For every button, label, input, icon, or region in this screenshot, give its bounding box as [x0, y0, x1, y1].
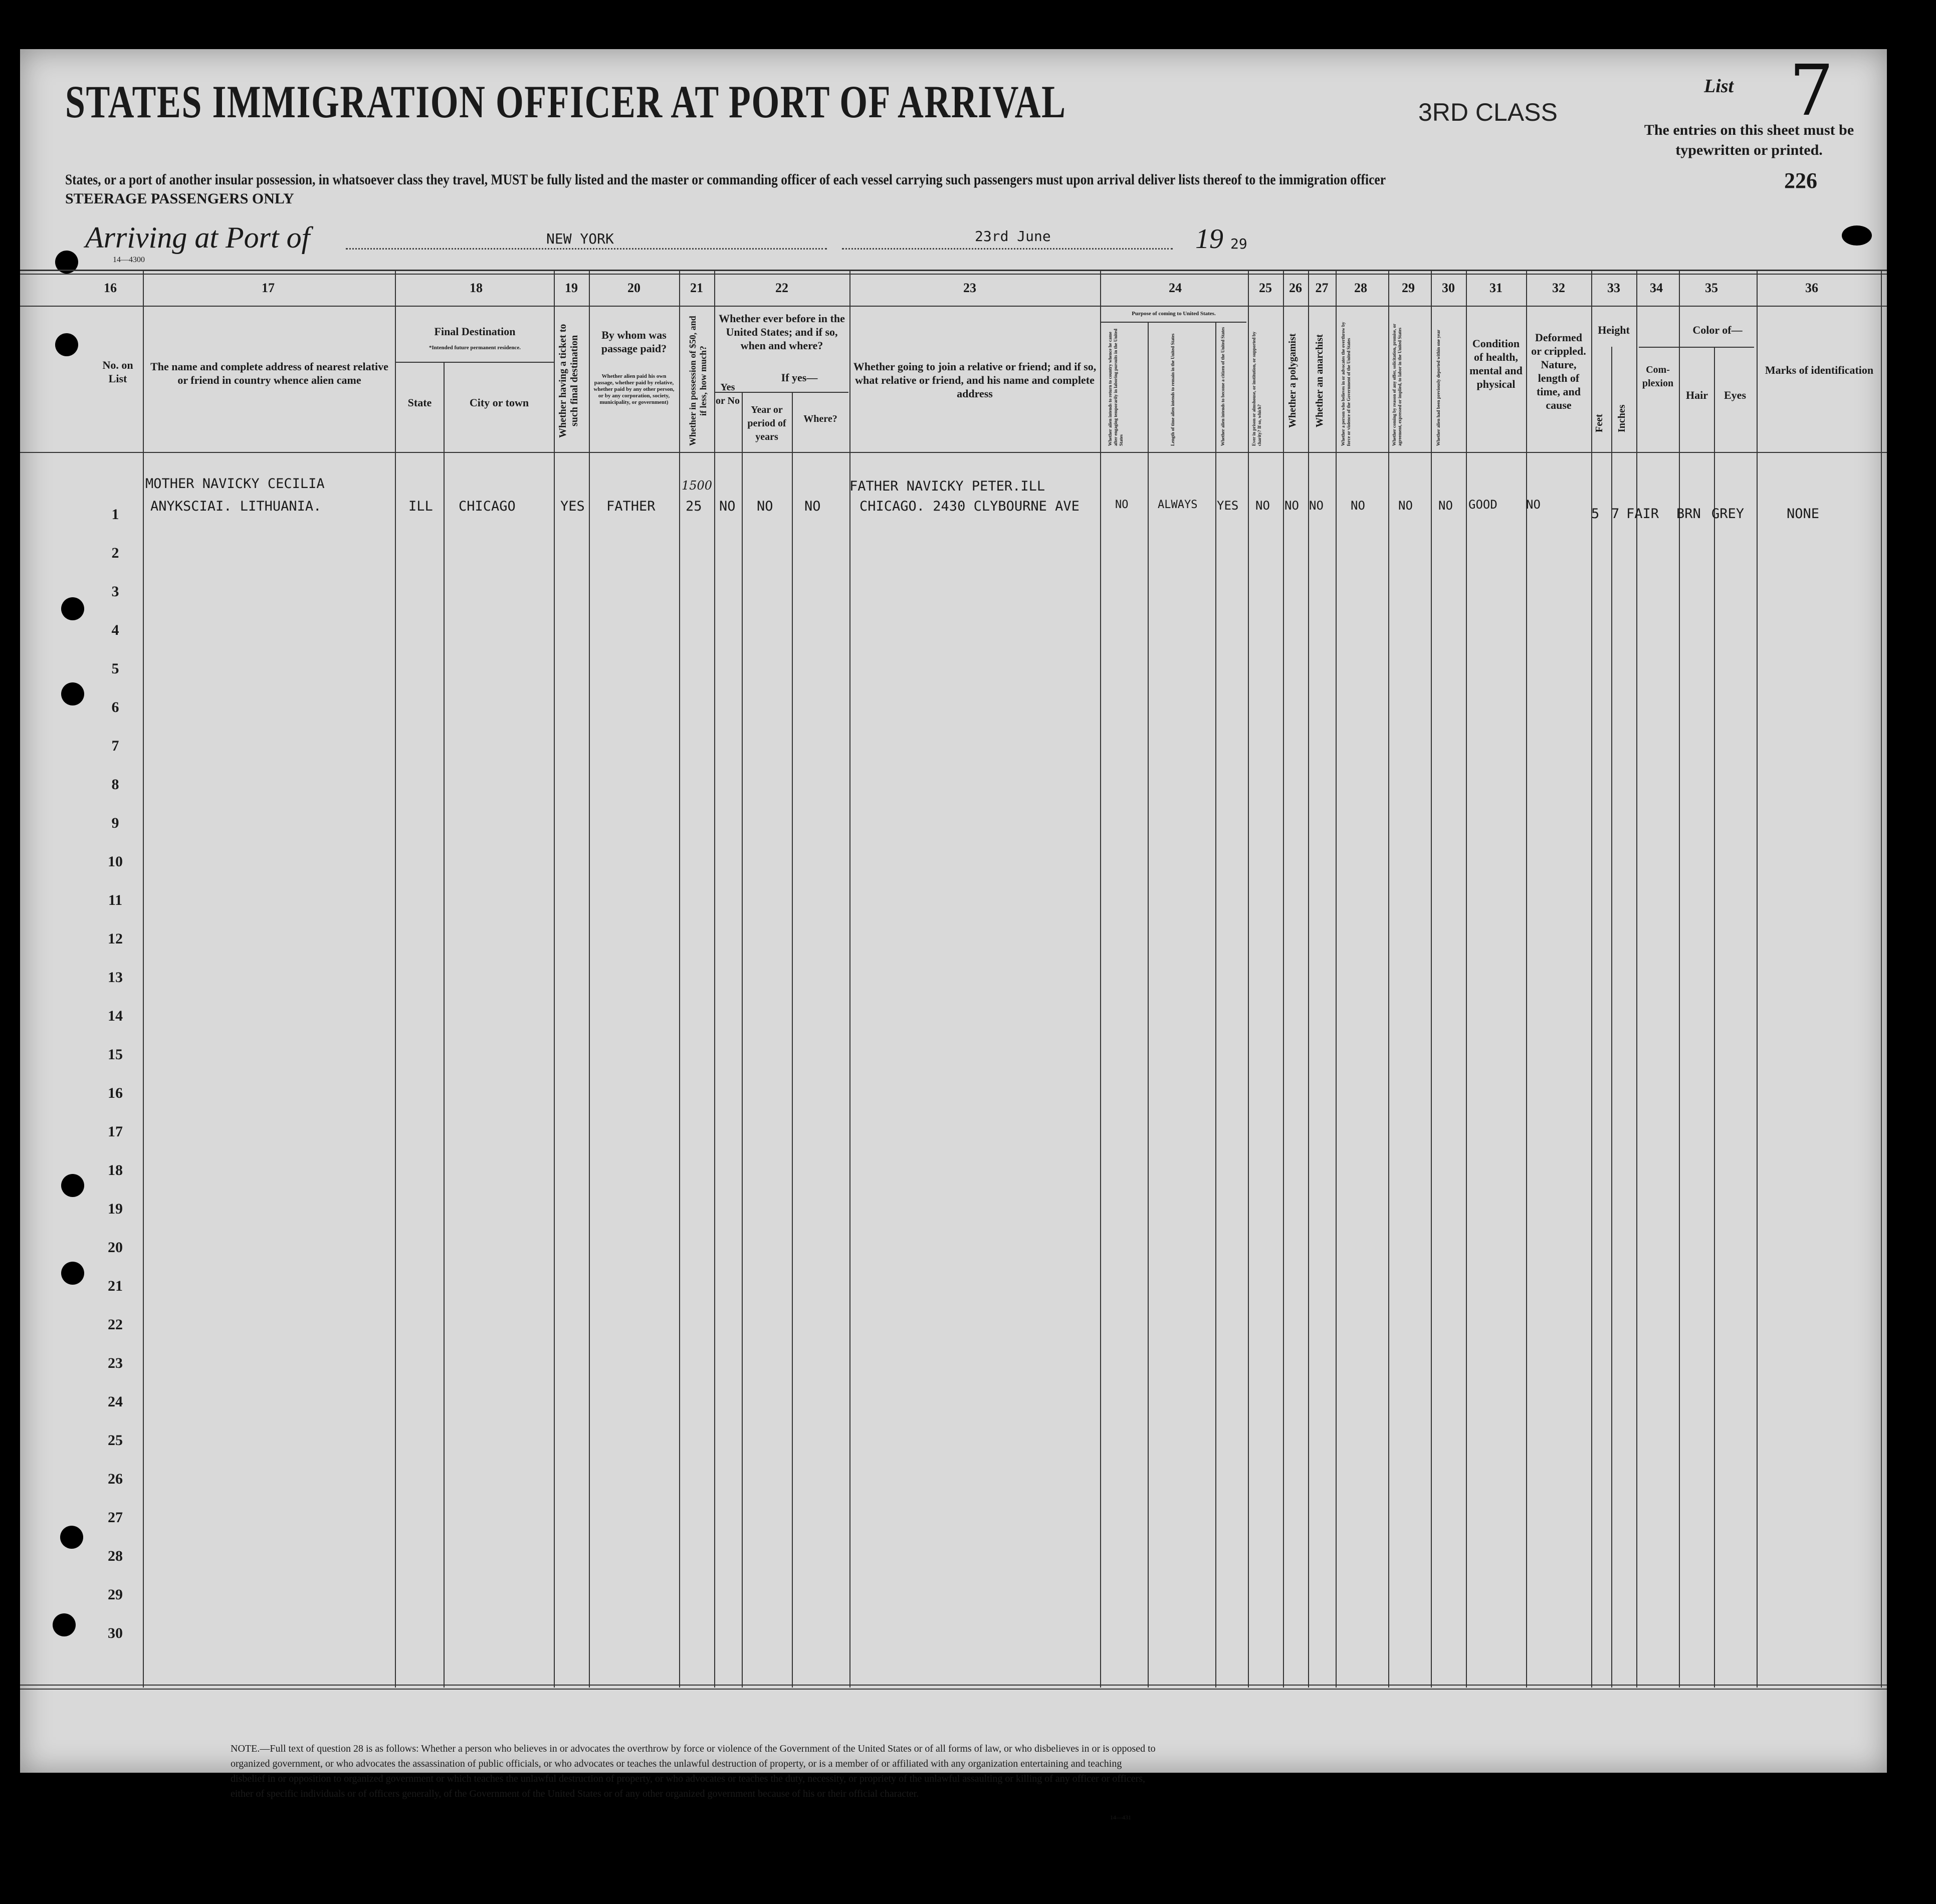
row-number: 6	[111, 699, 119, 716]
row-number: 7	[111, 738, 119, 754]
header-height: Height	[1598, 324, 1630, 336]
row-number: 29	[108, 1586, 123, 1603]
entry-hair: BRN	[1676, 506, 1701, 522]
column-rule	[742, 392, 743, 1688]
row-number: 4	[111, 622, 119, 638]
header-final-destination: Final Destination	[434, 325, 516, 338]
column-rule	[1336, 270, 1337, 1688]
column-rule	[1526, 270, 1527, 1688]
arriving-label: Arriving at Port of	[85, 221, 310, 254]
port-line	[346, 248, 827, 250]
entry-q28: NO	[1351, 499, 1365, 513]
column-rule	[395, 270, 396, 1688]
column-rule	[1636, 270, 1637, 1688]
column-rule	[1466, 270, 1467, 1688]
entry-length-of-stay: ALWAYS	[1158, 499, 1198, 511]
entry-city: CHICAGO	[459, 499, 516, 514]
column-rule	[1757, 270, 1758, 1688]
colnum-18: 18	[470, 281, 483, 295]
row-number: 21	[108, 1278, 123, 1294]
header-q28: Whether a person who believes in or advocates the overthrow by force or violence of the Government of the United States	[1341, 322, 1351, 446]
entry-q29: NO	[1398, 499, 1413, 513]
list-number: 7	[1789, 50, 1834, 132]
column-rule	[1283, 270, 1284, 1688]
header-marks: Marks of identification	[1765, 364, 1874, 376]
entry-relative-line1: MOTHER NAVICKY CECILIA	[145, 476, 325, 492]
row-number: 25	[108, 1432, 123, 1449]
punch-hole	[55, 333, 78, 356]
row-number: 5	[111, 660, 119, 677]
header-if-yes: If yes—	[781, 371, 818, 384]
entry-state: ILL	[408, 499, 433, 514]
header-inches: Inches	[1616, 404, 1627, 432]
row-number: 13	[108, 969, 123, 986]
column-rule	[792, 392, 793, 1688]
colnum-31: 31	[1489, 281, 1502, 295]
punch-hole	[53, 1613, 76, 1636]
punch-hole	[1842, 225, 1872, 246]
column-rule	[143, 270, 144, 1688]
header-by-whom-note: Whether alien paid his own passage, whether paid by relative, whether paid by any other person, or by any corporation, society, municipality, or government)	[593, 373, 675, 405]
entry-relative-line2: ANYKSCIAI. LITHUANIA.	[150, 499, 322, 514]
header-purpose-citizen: Whether alien intends to become a citizen of the United States	[1220, 327, 1225, 446]
column-rule	[1679, 270, 1680, 1688]
list-label: List	[1704, 76, 1734, 97]
row-number: 3	[111, 583, 119, 600]
header-join-relative: Whether going to join a relative or friend; and if so, what relative or friend, and his name and complete address	[853, 360, 1097, 400]
header-sub-rule	[1639, 347, 1754, 348]
punch-hole	[60, 1526, 83, 1549]
row-number: 1	[111, 506, 119, 523]
row-number: 12	[108, 930, 123, 947]
entry-return-intent: NO	[1115, 499, 1129, 511]
header-purpose: Purpose of coming to United States.	[1132, 311, 1216, 317]
header-eyes: Eyes	[1724, 389, 1746, 401]
colnum-23: 23	[963, 281, 976, 295]
header-by-whom: By whom was passage paid?	[601, 329, 667, 355]
colnum-16: 16	[104, 281, 117, 295]
colnum-rule	[20, 306, 1887, 307]
row-number: 10	[108, 853, 123, 870]
entry-polygamist: NO	[1284, 499, 1299, 513]
column-rule	[1388, 270, 1389, 1688]
table-bottom-rule	[20, 1685, 1887, 1686]
row-number: 11	[108, 892, 123, 908]
entry-inches: 7	[1611, 506, 1620, 522]
row-number: 24	[108, 1393, 123, 1410]
colnum-36: 36	[1805, 281, 1818, 295]
port-value: NEW YORK	[546, 230, 614, 247]
form-code: 14—4300	[113, 256, 145, 264]
entry-money-note: 1500	[682, 479, 713, 493]
manifest-sheet	[20, 49, 1887, 1773]
row-number: 2	[111, 545, 119, 561]
column-rule	[1308, 270, 1309, 1688]
row-number: 19	[108, 1201, 123, 1217]
row-number: 14	[108, 1008, 123, 1024]
row-number: 17	[108, 1123, 123, 1140]
table-bottom-rule	[20, 1689, 1887, 1690]
class-stamp: 3RD CLASS	[1418, 98, 1558, 126]
header-possession: Whether in possession of $50, and if less, how much?	[688, 316, 708, 446]
steerage-label: STEERAGE PASSENGERS ONLY	[65, 190, 294, 207]
header-state: State	[407, 396, 432, 409]
punch-hole	[61, 597, 84, 620]
header-purpose-return: Whether alien intends to return to country whence he came after engaging temporarily in laboring pursuits in the United States	[1108, 329, 1124, 446]
header-complexion: Com-plexion	[1642, 364, 1674, 389]
column-rule	[589, 270, 590, 1688]
colnum-24: 24	[1169, 281, 1182, 295]
row-number: 30	[108, 1625, 123, 1641]
entry-where: NO	[804, 499, 821, 514]
colnum-32: 32	[1552, 281, 1565, 295]
header-ticket: Whether having a ticket to such final destination	[557, 324, 580, 438]
date-value: 23rd June	[975, 228, 1051, 245]
colnum-17: 17	[262, 281, 275, 295]
header-q30: Whether alien had been previously deported within one year	[1436, 329, 1441, 446]
column-rule	[1431, 270, 1432, 1688]
row-number: 8	[111, 776, 119, 793]
row-number: 22	[108, 1316, 123, 1333]
entry-citizen: YES	[1217, 499, 1239, 513]
column-rule	[1881, 270, 1882, 1688]
year-prefix: 19	[1195, 223, 1223, 255]
sheet-number: 226	[1784, 168, 1817, 193]
entry-prison: NO	[1255, 499, 1270, 513]
colnum-19: 19	[565, 281, 578, 295]
header-deformed: Deformed or crippled. Nature, length of time, and cause	[1531, 331, 1586, 411]
header-where: Where?	[803, 413, 837, 424]
header-hair: Hair	[1686, 389, 1708, 401]
entry-money: 25	[686, 499, 702, 514]
colnum-29: 29	[1402, 281, 1415, 295]
header-yes-or-no: Yes or No	[716, 382, 740, 406]
column-rule	[1714, 347, 1715, 1688]
row-number: 16	[108, 1085, 123, 1101]
column-rule	[1215, 322, 1216, 1688]
row-number: 26	[108, 1471, 123, 1487]
header-no-on-list: No. on List	[102, 359, 133, 385]
column-rule	[1611, 347, 1612, 1688]
form-title: STATES IMMIGRATION OFFICER AT PORT OF ARRIVAL	[65, 76, 1066, 127]
header-purpose-length: Length of time alien intends to remain in the United States	[1170, 333, 1175, 446]
entry-complexion: FAIR	[1626, 506, 1659, 522]
row-number: 23	[108, 1355, 123, 1371]
header-prison: Ever in prison or almshouse, or institution, or supported by charity? If so, which?	[1251, 331, 1262, 446]
entry-before-us: NO	[719, 499, 736, 514]
date-line	[842, 248, 1173, 250]
column-rule	[1591, 270, 1592, 1688]
entry-eyes: GREY	[1711, 506, 1745, 522]
entry-year-period: NO	[757, 499, 773, 514]
entry-join-line1: FATHER NAVICKY PETER.ILL	[849, 479, 1045, 494]
header-city: City or town	[469, 396, 529, 409]
header-anarchist: Whether an anarchist	[1314, 334, 1325, 427]
column-rule	[444, 362, 445, 1688]
row-number: 20	[108, 1239, 123, 1256]
colnum-35: 35	[1705, 281, 1718, 295]
punch-hole	[61, 1174, 84, 1197]
colnum-34: 34	[1650, 281, 1663, 295]
sheet-instructions: The entries on this sheet must be typewritten or printed.	[1644, 122, 1854, 158]
colnum-26: 26	[1289, 281, 1302, 295]
entry-marks: NONE	[1787, 506, 1820, 522]
colnum-25: 25	[1259, 281, 1272, 295]
row-number: 27	[108, 1509, 123, 1526]
column-rule	[554, 270, 555, 1688]
entry-paid-by: FATHER	[606, 499, 656, 514]
column-rule	[679, 270, 680, 1688]
row-number: 28	[108, 1548, 123, 1564]
colnum-22: 22	[775, 281, 788, 295]
question-28-note: NOTE.—Full text of question 28 is as follows: Whether a person who believes in or advocates the overthrow by force or violence of the Government of the United States or of all forms of law, or who disbelieves in or is opposed to organized government, or who advocates the assassination of public officials, or who advocates or teaches the unlawful destruction of property, or is a member of or affiliated with any organization entertaining and teaching disbelief in or opposition to organized government or which teaches the unlawful destruction of property, or who advocates or teaches the duty, necessity, or propriety of the unlawful assaulting or killing of any officer or officers, either of specific individuals or of officers generally, of the Government of the United States or of any other organized government because of his or their official character.	[231, 1743, 1156, 1799]
table-top-rule	[20, 270, 1887, 271]
header-feet: Feet	[1594, 414, 1605, 433]
header-year-period: Year or period of years	[747, 404, 786, 442]
column-rule	[1100, 270, 1101, 1688]
form-subtitle: States, or a port of another insular possession, in whatsoever class they travel, MUST be fully listed and the master or commanding officer of each vessel carrying such passengers must upon arrival deliver lists thereof to the immigration officer	[65, 171, 1386, 188]
entry-anarchist: NO	[1309, 499, 1324, 513]
header-relative-address: The name and complete address of nearest relative or friend in country whence alien came	[150, 360, 388, 386]
colnum-33: 33	[1607, 281, 1620, 295]
header-sub-rule	[1100, 322, 1246, 323]
row-number: 18	[108, 1162, 123, 1178]
entry-ticket: YES	[560, 499, 585, 514]
colnum-27: 27	[1315, 281, 1329, 295]
table-top-rule	[20, 274, 1887, 275]
entry-feet: 5	[1591, 506, 1600, 522]
header-intended-residence: *Intended future permanent residence.	[429, 345, 521, 351]
header-bottom-rule	[20, 452, 1887, 453]
colnum-21: 21	[690, 281, 703, 295]
header-condition: Condition of health, mental and physical	[1469, 337, 1523, 390]
header-sub-rule	[396, 362, 554, 363]
column-rule	[1148, 322, 1149, 1688]
punch-hole	[61, 682, 84, 705]
column-rule	[714, 270, 715, 1688]
colnum-20: 20	[627, 281, 640, 295]
entry-deformed: NO	[1526, 498, 1541, 512]
colnum-28: 28	[1354, 281, 1367, 295]
header-ever-before: Whether ever before in the United States; and if so, when and where?	[719, 312, 845, 352]
header-q29: Whether coming by reason of any offer, solicitation, promise, or agreement, expressed or implied, to labor in the United States	[1392, 324, 1402, 446]
entry-health: GOOD	[1468, 498, 1497, 512]
colnum-30: 30	[1442, 281, 1455, 295]
row-number: 9	[111, 815, 119, 831]
header-color-of: Color of—	[1692, 324, 1743, 336]
entry-q30: NO	[1438, 499, 1453, 513]
column-rule	[1248, 270, 1249, 1688]
entry-join-line2: CHICAGO. 2430 CLYBOURNE AVE	[859, 499, 1080, 514]
header-polygamist: Whether a polygamist	[1287, 333, 1298, 428]
punch-hole	[61, 1262, 84, 1285]
year-suffix: 29	[1230, 235, 1247, 252]
note-form-code: 14—431	[1110, 1814, 1131, 1821]
row-number: 15	[108, 1046, 123, 1063]
